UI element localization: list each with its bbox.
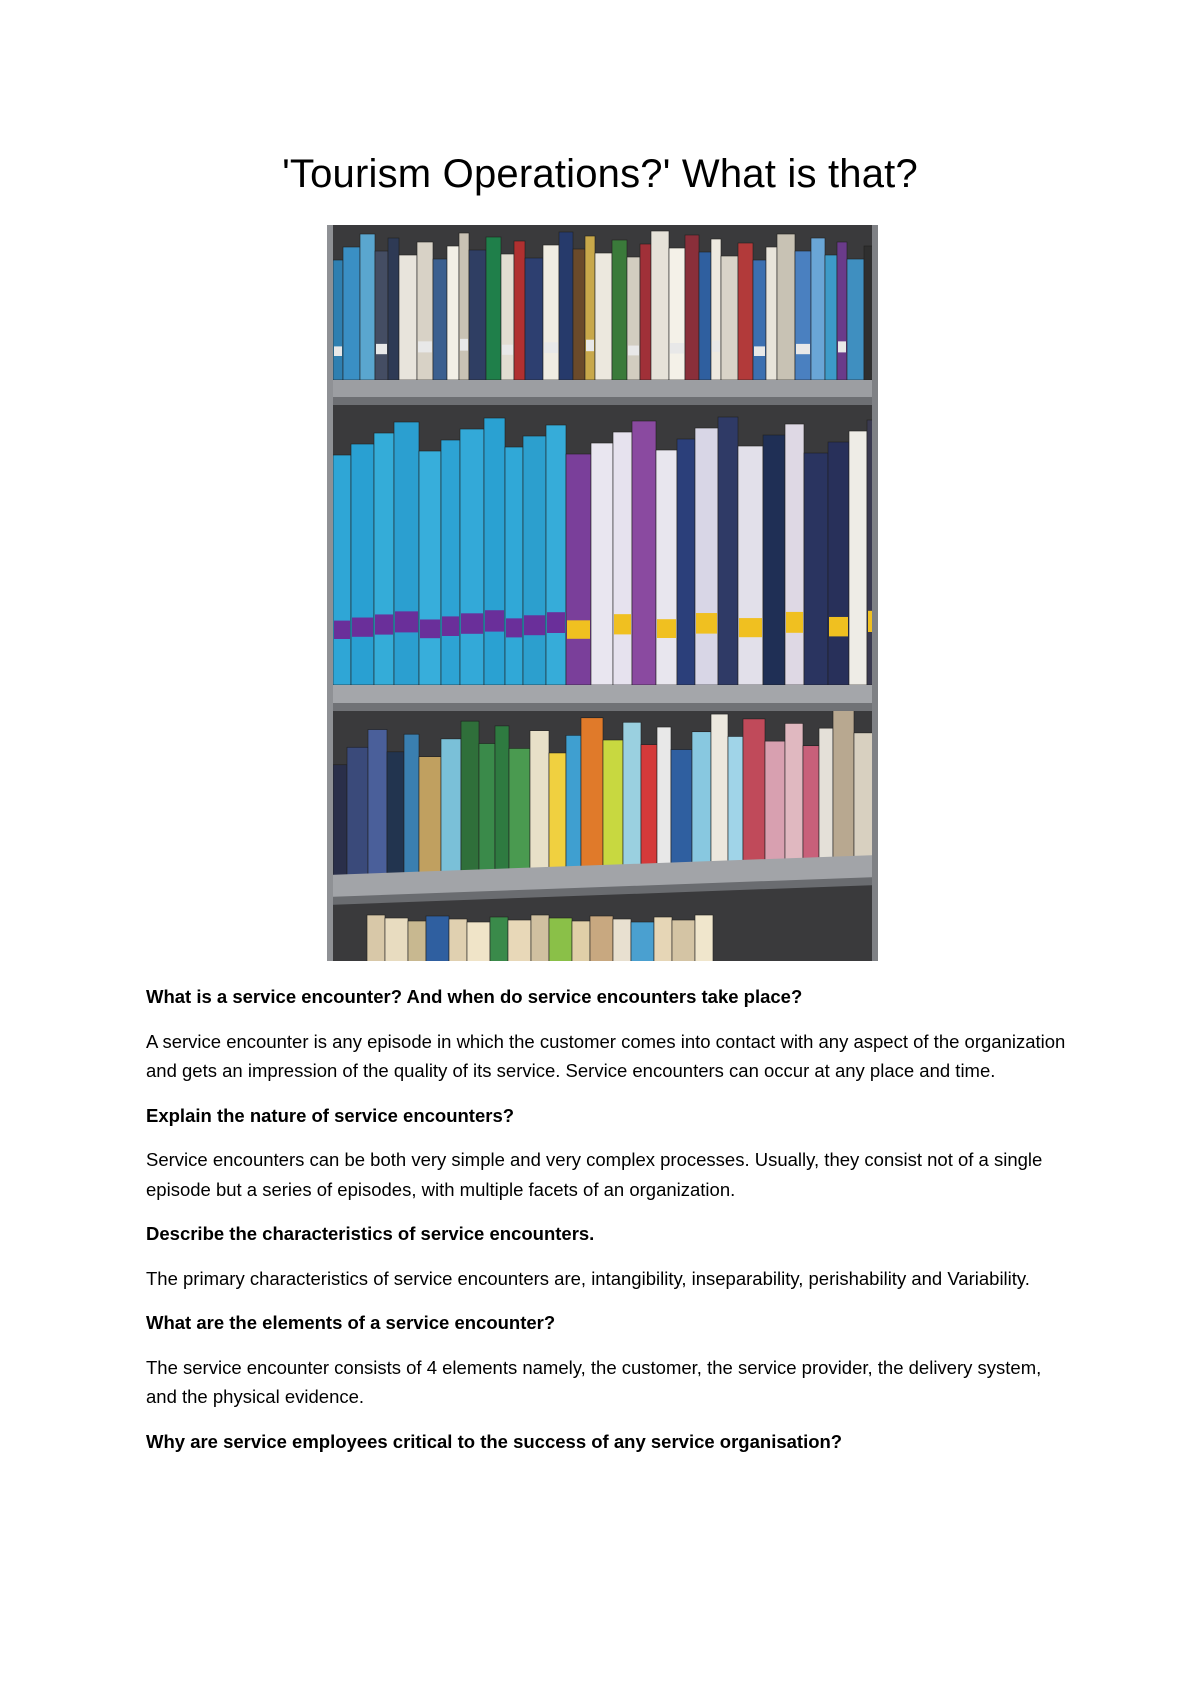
page-title: 'Tourism Operations?' What is that?: [282, 152, 918, 196]
answer-3: The primary characteristics of service encounters are, intangibility, inseparability, perishability and Variability.: [146, 1267, 1030, 1289]
answer-1: A service encounter is any episode in which the customer comes into contact with any aspect of the organization and gets an impression of the quality of its service. Service encounters can occur at any place and time.: [146, 1030, 1066, 1081]
question-5: Why are service employees critical to the success of any service organisation?: [146, 1430, 843, 1452]
question-1: What is a service encounter? And when do service encounters take place?: [146, 986, 803, 1007]
answer-4: The service encounter consists of 4 elements namely, the customer, the service provider, the delivery system, and the physical evidence.: [146, 1356, 1042, 1407]
bookshelf-photo: [327, 225, 878, 961]
question-2: Explain the nature of service encounters?: [146, 1104, 515, 1126]
question-3: Describe the characteristics of service encounters.: [146, 1223, 595, 1244]
answer-2: Service encounters can be both very simple and very complex processes. Usually, they consist not of a single episode but a series of episodes, with multiple facets of an organization.: [146, 1149, 1043, 1200]
question-4: What are the elements of a service encounter?: [146, 1312, 556, 1333]
qa-content: [146, 982, 1066, 1471]
